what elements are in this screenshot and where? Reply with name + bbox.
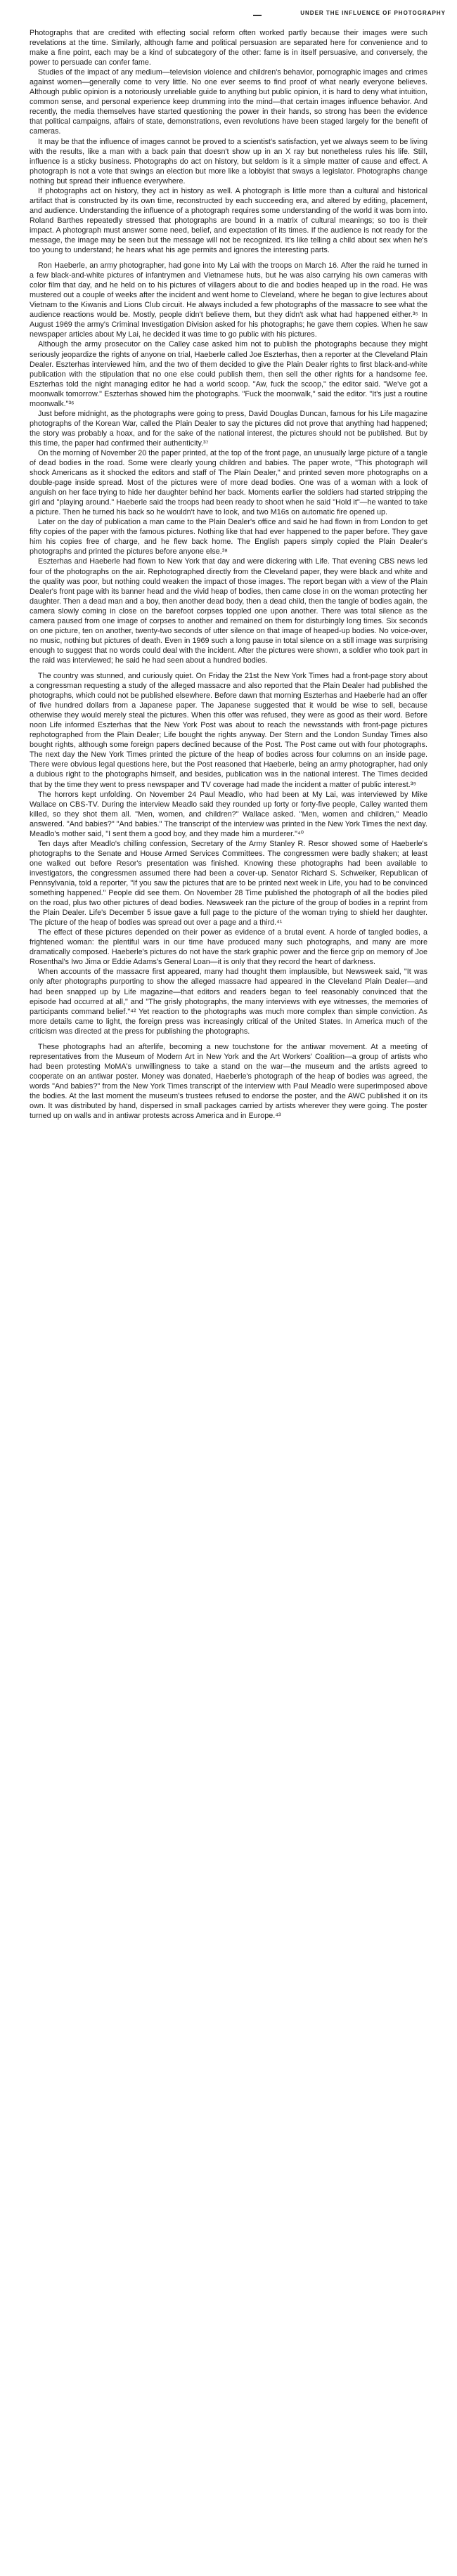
paragraph: Eszterhas and Haeberle had flown to New York that day and were dickering with Life. That evening CBS news led four of the photographs on the air. Rephotographed directly from the Cleveland paper, they were black and white and the quality was poor, but nothing could weaken the impact of those images. The report began with a view of the Plain Dealer's front page with its banner head and the vivid heap of bodies, then came close in on the woman protecting her daughter. Then a dead man and a boy, then another dead body, then a dead child, then the tangle of bodies again, the camera slowly coming in close on the barefoot corpses toppled one upon another. There was total silence as the camera paused from one image of corpses to another and remained on them for disturbingly long times. Six seconds on one picture, ten on another, twenty-two seconds of utter silence on that image of heaped-up bodies. No voice-over, no music, nothing but pictures of death. Even in 1969 such a long pause in total silence on a still image was surprising enough to suggest that no words could deal with the incident. After the pictures were shown, a soldier who took part in the raid was interviewed; he said he had seen about a hundred bodies. <box>30 557 427 665</box>
paragraph: Although the army prosecutor on the Calley case asked him not to publish the photographs because they might seriously jeopardize the rights of anyone on trial, Haeberle called Joe Eszterhas, then a reporter at the Cleveland Plain Dealer. Eszterhas interviewed him, and the two of them decided to give the Plain Dealer rights to first black-and-white publication with the stipulation that no one else could publish them, then sell the other rights for a handsome fee. Eszterhas told the night managing editor he had a world scoop. "Aw, fuck the scoop," the editor said. "We've got a moonwalk tomorrow." Eszterhas showed him the photographs. "Fuck the moonwalk," said the editor. "It's just a routine moonwalk."³⁶ <box>30 340 427 408</box>
paragraph: The horrors kept unfolding. On November 24 Paul Meadlo, who had been at My Lai, was interviewed by Mike Wallace on CBS-TV. During the interview Meadlo said they rounded up forty or forty-five people, Calley wanted them killed, so they shot them all. "Men, women, and children?" Wallace asked. "Men, women and children," Meadlo answered. "And babies?" "And babies." The transcript of the interview was printed in the New York Times the next day. Meadlo's mother said, "I sent them a good boy, and they made him a murderer."⁴⁰ <box>30 790 427 838</box>
paragraph: If photographs act on history, they act in history as well. A photograph is little more than a cultural and historical artifact that is constructed by its own time, reconstructed by each succeeding era, and altered by editing, placement, and audience. Understanding the influence of a photograph requires some understanding of the world it was born into. Roland Barthes repeatedly stressed that photographs are bound in a matrix of cultural meanings; so too is their impact. A photograph must answer some need, belief, and expectation of its times. If the audience is not ready for the message, the image may be seen but the message will not be recognized. It's like telling a child about sex when he's too young to understand; he hears what his age permits and ignores the interesting parts. <box>30 186 427 255</box>
running-head-title: UNDER THE INFLUENCE OF PHOTOGRAPHY <box>300 10 446 16</box>
paragraph: These photographs had an afterlife, becoming a new touchstone for the antiwar movement. At a meeting of representatives from the Museum of Modern Art in New York and the Art Workers' Coalition—a group of artists who had been protesting MoMA's unwillingness to take a stand on the war—the museum and the artists agreed to cooperate on an antiwar poster. Money was donated, Haeberle's photograph of the heap of bodies was agreed, the words "And babies?" from the New York Times transcript of the interview with Paul Meadlo were superimposed above the bodies. At the last moment the museum's trustees refused to endorse the poster, and the AWC published it on its own. It was distributed by hand, dispersed in small packages carried by artists wherever they were going. The poster turned up on walls and in antiwar protests across America and in Europe.⁴³ <box>30 1042 427 1121</box>
paragraph: The country was stunned, and curiously quiet. On Friday the 21st the New York Times had a front-page story about a congressman requesting a study of the alleged massacre and also reported that the Plain Dealer had published the photographs, which could not be published elsewhere. Before dawn that morning Eszterhas and Haeberle had an offer of five hundred dollars from a Japanese paper. The Japanese suggested that it would be wise to sell, because otherwise they would merely steal the pictures. When this offer was refused, they were as good as their word. Before noon Life informed Eszterhas that the New York Post was about to reach the newsstands with front-page pictures rephotographed from the Plain Dealer; Life bought the rights anyway. Der Stern and the London Sunday Times also bought rights, although some foreign papers declined because of the Post. The Post came out with four photographs. The next day the New York Times printed the picture of the heap of bodies across four columns on an inside page. There were obvious legal questions here, but the Post reasoned that Haeberle, being an army photographer, had only a dubious right to the photographs himself, and besides, publication was in the national interest. The Times decided that by the time they went to press newspaper and TV coverage had made the incident a matter of public interest.³⁹ <box>30 672 427 789</box>
paragraph: Studies of the impact of any medium—television violence and children's behavior, pornographic images and crimes against women—generally come to very little. No one ever seems to find proof of what nearly everyone believes. Although public opinion is a notoriously unreliable guide to anything but public opinion, it is hard to deny what intuition, common sense, and personal experience keep drumming into the mind—that certain images influence behavior. And recently, the media themselves have started questioning the power in their hands, so strong has been the evidence that political campaigns, affairs of state, demonstrations, even revolutions have been staged largely for the benefit of cameras. <box>30 68 427 136</box>
paragraph: Photographs that are credited with effecting social reform often worked partly because their images were such revelations at the time. Similarly, although fame and political persuasion are separated here for convenience and to make a fine point, each may be a kind of subcategory of the other: fame is in itself persuasive, and conversely, the power to persuade can confer fame. <box>30 29 427 67</box>
paragraph: On the morning of November 20 the paper printed, at the top of the front page, an unusually large picture of a tangle of dead bodies in the road. Some were clearly young children and babies. The paper wrote, "This photograph will shock Americans as it shocked the editors and staff of The Plain Dealer," and printed seven more photographs on a double-page inside spread. Most of the pictures were of more dead bodies. One was of a woman with a look of anguish on her face trying to hide her daughter behind her back. Moments earlier the soldiers had started stripping the girl and "playing around." Haeberle said the troops had been ready to shoot when he said "Hold it"—he wanted to take a picture. Then he turned his back so he wouldn't have to look, and two M16s on automatic fire opened up. <box>30 448 427 517</box>
paragraph: Ron Haeberle, an army photographer, had gone into My Lai with the troops on March 16. After the raid he turned in a few black-and-white pictures of infantrymen and Vietnamese huts, but he was also carrying his own cameras with color film that day, and he held on to his pictures of villagers about to die and bodies heaped up in the road. He was mustered out a couple of weeks after the incident and went home to Cleveland, where he began to give lectures about Vietnam to the Kiwanis and Lions Club circuit. He always included a few photographs of the massacre to see what the audience reactions would be. Mostly, people didn't believe them, but they didn't ask what had happened either.³⁵ In August 1969 the army's Criminal Investigation Division asked for his photographs; he gave them copies. When he saw newspaper articles about My Lai, he decided it was time to go public with his pictures. <box>30 261 427 339</box>
paragraph: When accounts of the massacre first appeared, many had thought them implausible, but Newsweek said, "It was only after photographs purporting to show the alleged massacre had appeared in the Cleveland Plain Dealer—and had been snapped up by Life magazine—that editors and readers began to feel reasonably convinced that the episode had occurred at all," and "The grisly photographs, the many interviews with eye witnesses, the memories of participants command belief."⁴² Yet reaction to the photographs was much more complex than simple conviction. As more details came to light, the foreign press was increasingly critical of the United States. In America much of the criticism was directed at the press for publishing the photographs. <box>30 968 427 1036</box>
paragraph: It may be that the influence of images cannot be proved to a scientist's satisfaction, yet we always seem to be living with the results, like a man with a back pain that doesn't show up in an X ray but nonetheless rules his life. Still, influence is a sticky business. Photographs do act on history, but seldom is it a simple matter of cause and effect. A photograph is not a vote that swings an election but more like a lobbyist that sways a legislator. Photographs change nothing but spread their influence everywhere. <box>30 137 427 186</box>
running-header <box>0 6 457 22</box>
paragraph: Just before midnight, as the photographs were going to press, David Douglas Duncan, famous for his Life magazine photographs of the Korean War, called the Plain Dealer to say the pictures did not prove that anything had happened; the story was probably a hoax, and for the sake of the national interest, the pictures should not be published. But by this time, the paper had confirmed their authenticity.³⁷ <box>30 409 427 448</box>
paragraph: The effect of these pictures depended on their power as evidence of a brutal event. A horde of tangled bodies, a frightened woman: the plentiful wars in our time have produced many such photographs, and many are more dramatically composed. Haeberle's pictures do not have the stark graphic power and the fierce grip on memory of Joe Rosenthal's Iwo Jima or Eddie Adams's General Loan—it is only that they record the heart of darkness. <box>30 928 427 967</box>
text-column <box>30 28 427 1121</box>
paragraph: Ten days after Meadlo's chilling confession, Secretary of the Army Stanley R. Resor showed some of Haeberle's photographs to the Senate and House Armed Services Committees. The congressmen were badly shaken; at least one walked out before Resor's presentation was finished. Knowing these photographs had been available to investigators, the congressmen assumed there had been a cover-up. Senator Richard S. Schweiker, Republican of Pennsylvania, told a reporter, "If you saw the pictures that are to be printed next week in Life, you had to be convinced something happened." People did see them. On November 28 Time published the photograph of all the bodies piled on the road, plus two other pictures of dead bodies. Newsweek ran the picture of the group of bodies in a reprint from the Plain Dealer. Life's December 5 issue gave a full page to the picture of the woman trying to shield her daughter. The picture of the heap of bodies was spread out over a page and a third.⁴¹ <box>30 839 427 928</box>
header-rule <box>253 15 262 16</box>
paragraph: Later on the day of publication a man came to the Plain Dealer's office and said he had flown in from London to get fifty copies of the paper with the famous pictures. Nothing like that had ever happened to the paper before. They gave him his copies free of charge, and he flew back home. The English papers simply copied the Plain Dealer's photographs and printed the pictures before anyone else.³⁸ <box>30 518 427 557</box>
